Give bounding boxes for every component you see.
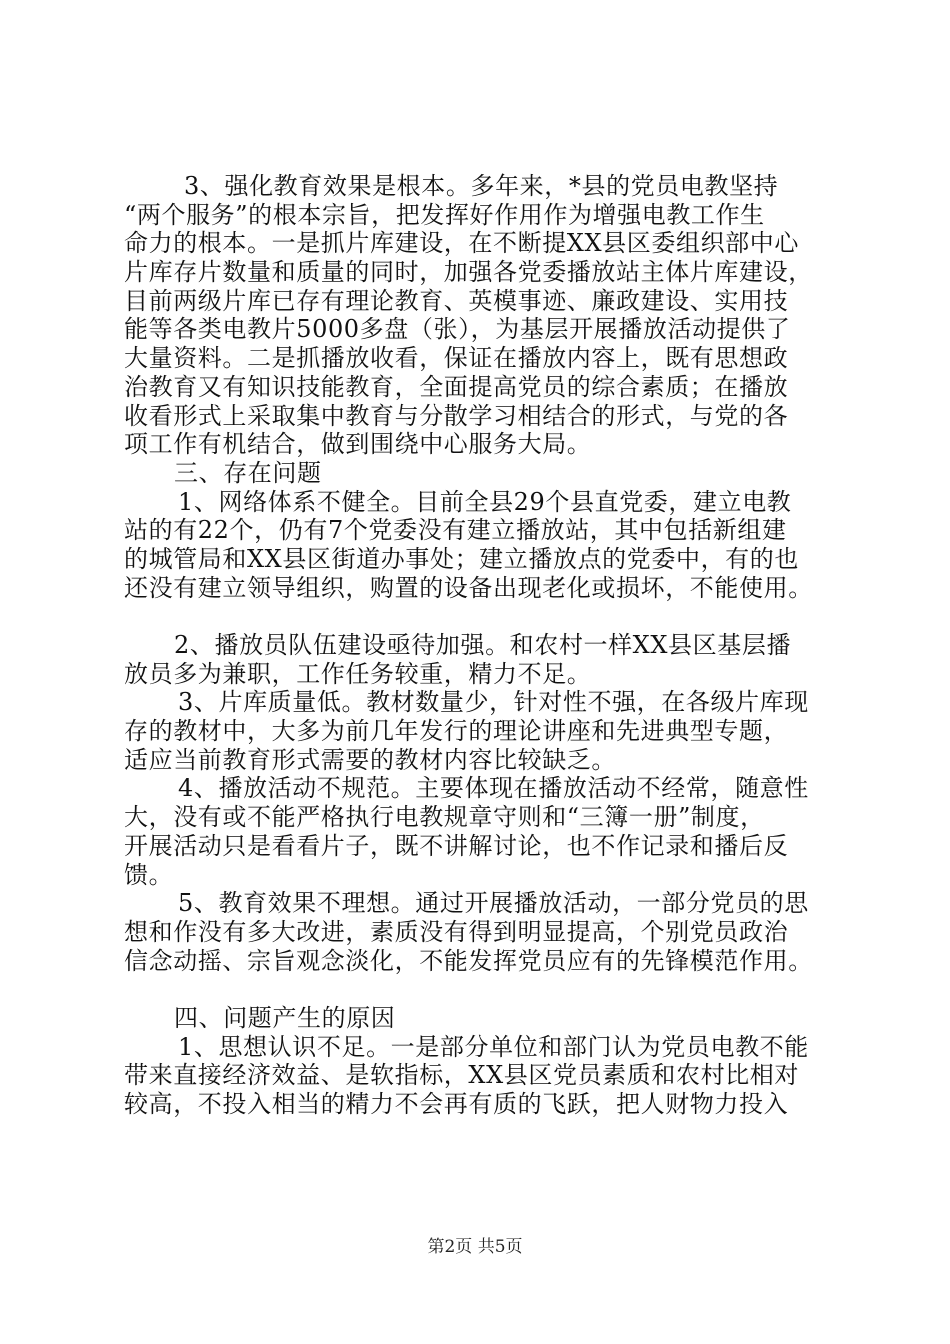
text-line: 适应当前教育形式需要的教材内容比较缺乏。: [124, 745, 616, 774]
text-line: 的城管局和XX县区街道办事处；建立播放点的党委中，有的也: [124, 544, 799, 573]
text-line: 治教育又有知识技能教育，全面提高党员的综合素质；在播放: [124, 372, 789, 401]
text-line: 1、网络体系不健全。目前全县29个县直党委，建立电教: [178, 487, 792, 516]
text-line: 5、教育效果不理想。通过开展播放活动，一部分党员的思: [178, 889, 809, 918]
blank-line: [124, 602, 864, 631]
text-line: 大，没有或不能严格执行电教规章守则和“三簿一册”制度，: [124, 803, 765, 832]
document-body: [124, 172, 864, 1119]
text-line: 还没有建立领导组织，购置的设备出现老化或损坏，不能使用。: [124, 573, 813, 602]
text-line: 开展活动只是看看片子，既不讲解讨论，也不作记录和播后反: [124, 831, 789, 860]
section-heading: 四、问题产生的原因: [174, 1003, 396, 1032]
page-number: 第2页 共5页: [427, 1237, 523, 1257]
text-line: 4、播放活动不规范。主要体现在播放活动不经常，随意性: [178, 774, 809, 803]
text-line: 带来直接经济效益、是软指标，XX县区党员素质和农村比相对: [124, 1061, 799, 1090]
text-line: 3、片库质量低。教材数量少，针对性不强，在各级片库现: [178, 688, 809, 717]
blank-line: [124, 975, 864, 1004]
text-line: 站的有22个，仍有7个党委没有建立播放站，其中包括新组建: [124, 516, 787, 545]
text-line: 能等各类电教片5000多盘（张），为基层开展播放活动提供了: [124, 315, 791, 344]
text-line: 较高，不投入相当的精力不会再有质的飞跃，把人财物力投入: [124, 1090, 789, 1118]
text-line: 片库存片数量和质量的同时，加强各党委播放站主体片库建设，: [124, 258, 813, 287]
section-heading: 三、存在问题: [174, 458, 322, 487]
text-line: 3、强化教育效果是根本。多年来，*县的党员电教坚持: [184, 172, 779, 200]
text-line: 馈。: [124, 860, 174, 889]
text-line: 大量资料。二是抓播放收看，保证在播放内容上，既有思想政: [124, 344, 789, 373]
text-line: “两个服务”的根本宗旨，把发挥好作用作为增强电教工作生: [124, 200, 765, 229]
text-line: 信念动摇、宗旨观念淡化，不能发挥党员应有的先锋模范作用。: [124, 946, 813, 975]
text-line: 2、播放员队伍建设亟待加强。和农村一样XX县区基层播: [174, 631, 792, 659]
text-line: 想和作没有多大改进，素质没有得到明显提高，个别党员政治: [124, 917, 789, 946]
text-line: 命力的根本。一是抓片库建设，在不断提XX县区委组织部中心: [124, 229, 799, 258]
text-line: 1、思想认识不足。一是部分单位和部门认为党员电教不能: [178, 1032, 809, 1061]
text-line: 存的教材中，大多为前几年发行的理论讲座和先进典型专题，: [124, 717, 789, 746]
text-line: 放员多为兼职，工作任务较重，精力不足。: [124, 659, 592, 688]
text-line: 项工作有机结合，做到围绕中心服务大局。: [124, 430, 592, 459]
text-line: 目前两级片库已存有理论教育、英模事迹、廉政建设、实用技: [124, 286, 789, 315]
text-line: 收看形式上采取集中教育与分散学习相结合的形式，与党的各: [124, 401, 789, 430]
